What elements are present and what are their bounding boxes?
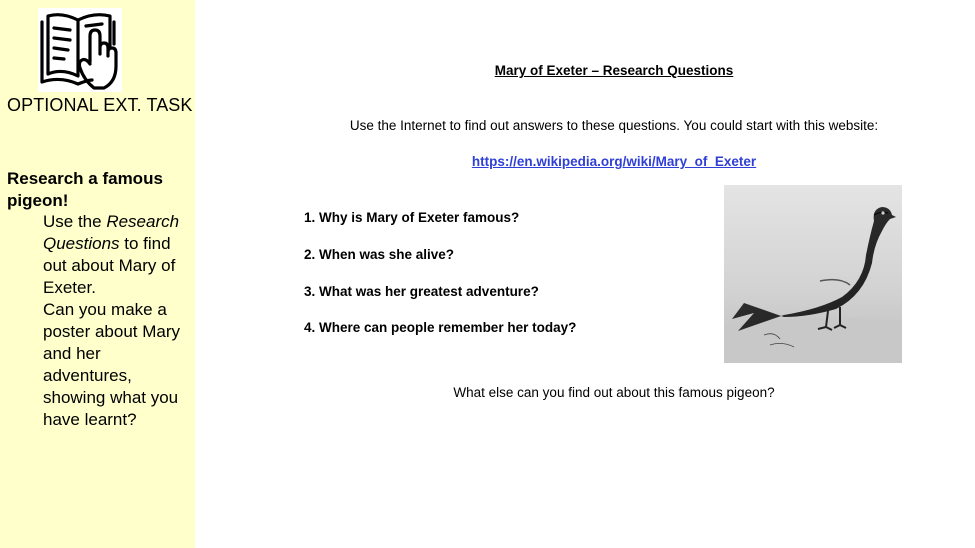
sidebar-instruction-poster: Can you make a poster about Mary and her adventures, showing what you have learnt?	[43, 300, 181, 429]
question-2: 2. When was she alive?	[304, 247, 455, 262]
instruction-emphasis: Research Questions	[43, 212, 180, 253]
wikipedia-link[interactable]: https://en.wikipedia.org/wiki/Mary_of_Exeter	[471, 154, 757, 169]
sidebar-instructions	[43, 211, 191, 431]
hand-pointing-at-book-icon	[38, 8, 122, 92]
closing-question: What else can you find out about this famous pigeon?	[453, 385, 775, 400]
question-4: 4. Where can people remember her today?	[304, 320, 577, 335]
sidebar-panel	[0, 0, 195, 548]
sidebar-title: OPTIONAL EXT. TASK	[7, 95, 193, 115]
intro-text: Use the Internet to find out answers to these questions. You could start with this website:	[349, 118, 879, 133]
question-3: 3. What was her greatest adventure?	[304, 284, 539, 299]
sidebar-instruction-research	[43, 211, 191, 299]
page-title: Mary of Exeter – Research Questions	[494, 63, 734, 78]
pigeon-photo	[724, 185, 902, 363]
sidebar-heading: Research a famous pigeon!	[7, 169, 163, 210]
question-1: 1. Why is Mary of Exeter famous?	[304, 210, 520, 225]
instruction-text: to find out about Mary of Exeter.	[43, 234, 176, 297]
instruction-text: Use the	[43, 212, 107, 231]
